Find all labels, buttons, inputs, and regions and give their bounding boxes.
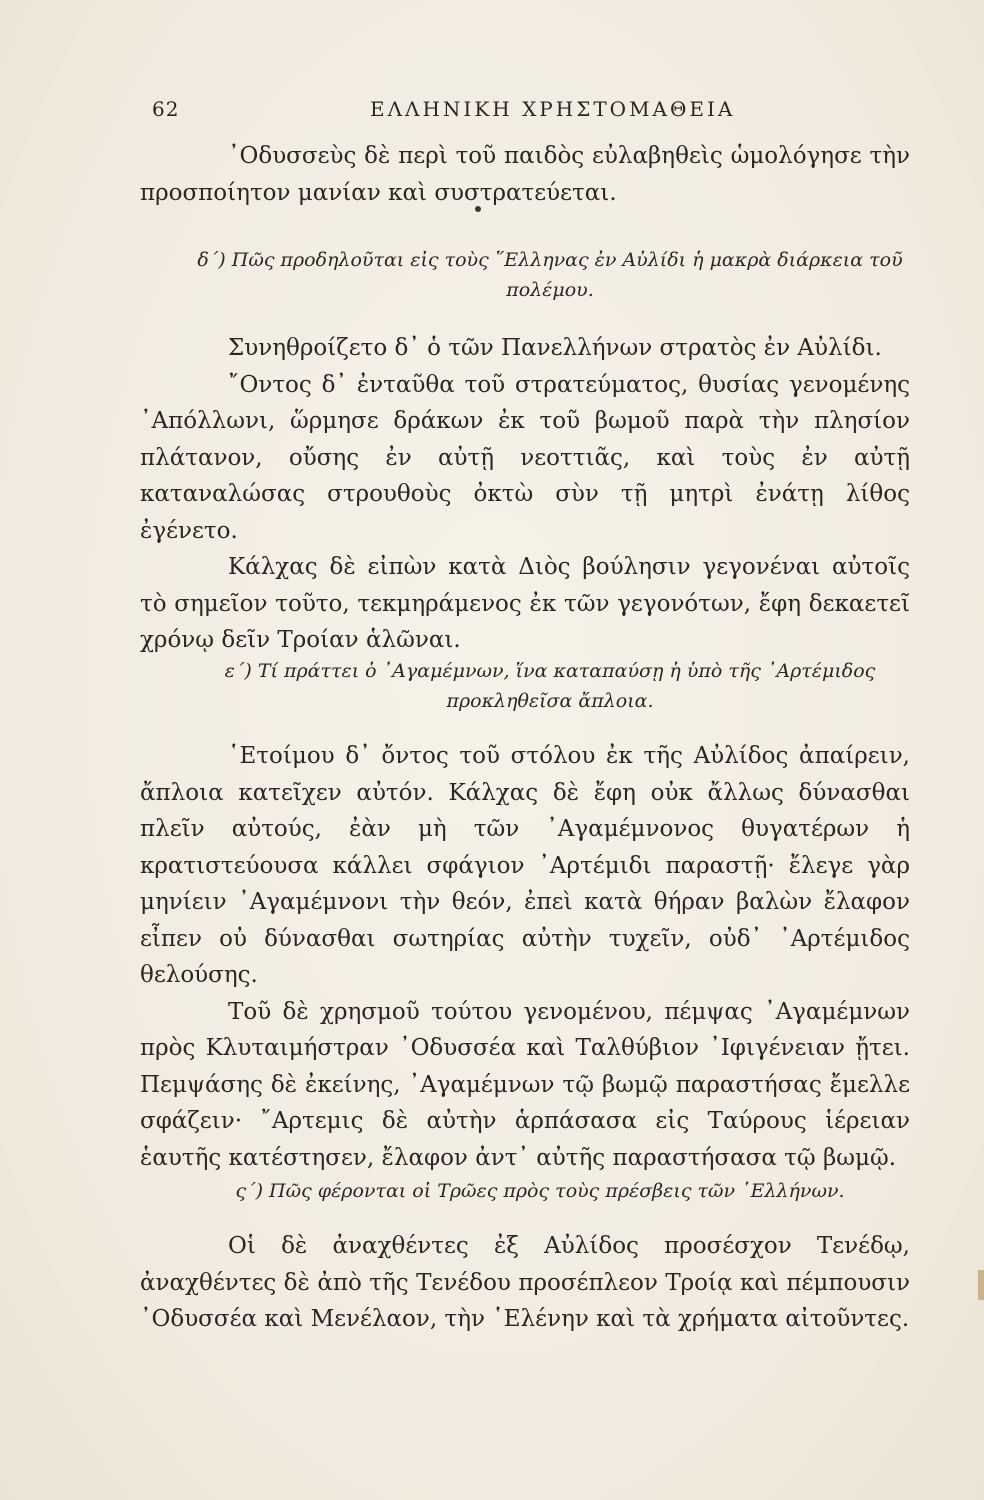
paragraph-text: ῾Ετοίμου δ᾿ ὄντος τοῦ στόλου ἐκ τῆς Αὐλίδος ἀπαίρειν, ἄπλοια κατεῖχεν αὐτόν. Κάλχας δὲ ἔφη οὐκ ἄλλως δύνασθαι πλεῖν αὐτούς, ἐὰν μὴ τῶν ᾿Αγαμέμνονος θυγατέρων ἡ κρατιστεύουσα κάλλει σφάγιον ᾿Αρτέμιδι παραστῇ· ἔλεγε γὰρ μηνίειν ᾿Αγαμέμνονι τὴν θεόν, ἐπεὶ κατὰ θήραν βαλὼν ἔλαφον εἶπεν οὐ δύνασθαι σωτηρίας αὐτὴν τυχεῖν, οὐδ᾿ ᾿Αρτέμιδος θελούσης. (140, 743, 910, 988)
section-body-delta (140, 330, 910, 659)
paragraph-odysseus (140, 138, 910, 211)
paragraph-text: Τοῦ δὲ χρησμοῦ τούτου γενομένου, πέμψας ᾿Αγαμέμνων πρὸς Κλυταιμήστραν ᾿Οδυσσέα καὶ Ταλθύβιον ᾿Ιφιγένειαν ᾔτει. Πεμψάσης δὲ ἐκείνης, ᾿Αγαμέμνων τῷ βωμῷ παραστήσας ἔμελλε σφάζειν· ῎Αρτεμις δὲ αὐτὴν ἁρπάσασα εἰς Ταύρους ἱέρειαν ἑαυτῆς κατέστησεν, ἔλαφον ἀντ᾿ αὐτῆς παραστήσασα τῷ βωμῷ. (140, 998, 910, 1171)
paragraph-text: Συνηθροίζετο δ᾿ ὁ τῶν Πανελλήνων στρατὸς ἐν Αὐλίδι. (228, 335, 882, 361)
section-heading-epsilon: ε΄) Τί πράττει ὁ ᾿Αγαμέμνων, ἵνα καταπαύσῃ ἡ ὑπὸ τῆς ᾿Αρτέμιδος προκληθεῖσα ἄπλοια. (224, 660, 876, 712)
paragraph-text: Κάλχας δὲ εἰπὼν κατὰ Διὸς βούλησιν γεγονέναι αὐτοῖς τὸ σημεῖον τοῦτο, τεκμηράμενος ἐκ τῶν γεγονότων, ἔφη δεκαετεῖ χρόνῳ δεῖν Τροίαν ἁλῶναι. (140, 554, 910, 653)
section-body-stigma (140, 1228, 910, 1338)
running-title: ΕΛΛΗΝΙΚΗ ΧΡΗΣΤΟΜΑΘΕΙΑ (370, 97, 736, 121)
paragraph-text: ῎Οντος δ᾿ ἐνταῦθα τοῦ στρατεύματος, θυσίας γενομένης ᾿Απόλλωνι, ὥρμησε δράκων ἐκ τοῦ βωμοῦ παρὰ τὴν πλησίον πλάτανον, οὔσης ἐν αὐτῇ νεοττιᾶς, καὶ τοὺς ἐν αὐτῇ καταναλώσας στρουθοὺς ὀκτὼ σὺν τῇ μητρὶ ἐνάτῃ λίθος ἐγένετο. (140, 371, 910, 544)
section-heading-delta: δ΄) Πῶς προδηλοῦται εἰς τοὺς ῞Ελληνας ἐν Αὐλίδι ἡ μακρὰ διάρκεια τοῦ πολέμου. (197, 249, 903, 301)
paragraph-text: ᾿Οδυσσεὺς δὲ περὶ τοῦ παιδὸς εὐλαβηθεὶς ὡμολόγησε τὴν προσποίητον μανίαν καὶ συστρατεύεται. (140, 143, 910, 206)
paragraph-text: Οἱ δὲ ἀναχθέντες ἐξ Αὐλίδος προσέσχον Τενέδῳ, ἀναχθέντες δὲ ἀπὸ τῆς Τενέδου προσέπλεον Τροίᾳ καὶ πέμπουσιν ᾿Οδυσσέα καὶ Μενέλαον, τὴν ῾Ελένην καὶ τὰ χρήματα αἰτοῦντες. (140, 1233, 910, 1332)
section-heading-stigma: ς΄) Πῶς φέρονται οἱ Τρῶες πρὸς τοὺς πρέσβεις τῶν ῾Ελλήνων. (235, 1180, 845, 1202)
section-body-epsilon (140, 738, 910, 1176)
page-edge-mark (978, 1270, 984, 1300)
page-header (140, 97, 910, 131)
printer-mark (475, 206, 481, 212)
page-number: 62 (152, 97, 180, 121)
